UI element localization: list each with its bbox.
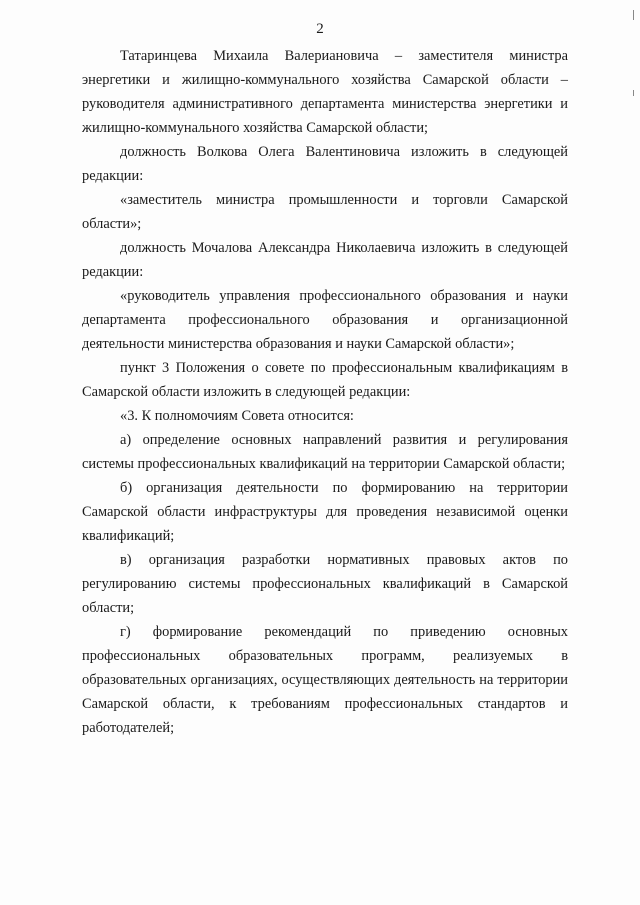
list-item-v: в) организация разработки нормативных правовых актов по регулированию системы профессиональных квалификаций в Самарской области; [82,552,568,616]
paragraph-tatarintsev: Татаринцева Михаила Валериановича – заместителя министра энергетики и жилищно-коммунального хозяйства Самарской области – руководителя административного департамента министерства энергетики и жилищно-коммунального хозяйства Самарской области; [82,48,568,136]
list-item-b: б) организация деятельности по формированию на территории Самарской области инфраструктуры для проведения независимой оценки квалификаций; [82,480,568,544]
list-item-g: г) формирование рекомендаций по приведению основных профессиональных образовательных программ, реализуемых в образовательных организациях, осуществляющих деятельность на территории Самарской области, к требованиям профессиональных стандартов и работодателей; [82,624,568,736]
paragraph-volkov-new-title: «заместитель министра промышленности и торговли Самарской области»; [82,192,568,232]
paragraph-mochalov-position: должность Мочалова Александра Николаевича изложить в следующей редакции: [82,240,568,280]
paragraph-volkov-position: должность Волкова Олега Валентиновича изложить в следующей редакции: [82,144,568,184]
scan-edge-mark [633,90,634,96]
paragraph-mochalov-new-title: «руководитель управления профессионального образования и науки департамента профессионального образования и организационной деятельности министерства образования и науки Самарской области»; [82,288,568,352]
list-item-a: а) определение основных направлений развития и регулирования системы профессиональных квалификаций на территории Самарской области; [82,432,568,472]
page-number: 2 [316,21,324,37]
scan-edge-mark [633,10,634,20]
paragraph-council-powers: «3. К полномочиям Совета относится: [120,408,354,424]
paragraph-clause-3-intro: пункт 3 Положения о совете по профессиональным квалификациям в Самарской области изложить в следующей редакции: [82,360,568,400]
document-body [82,44,568,740]
